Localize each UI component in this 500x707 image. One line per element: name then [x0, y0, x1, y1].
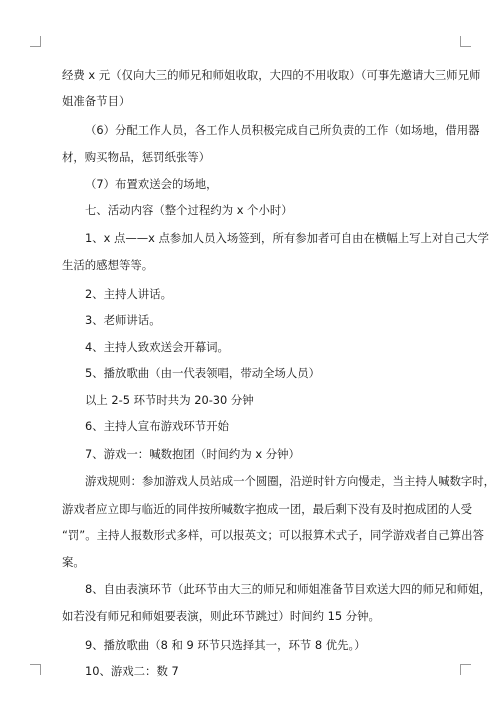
text-line: 经费 x 元（仅向大三的师兄和师姐收取，大四的不用收取）（可事先邀请大三师兄师 — [62, 68, 481, 82]
text-line: 案。 — [62, 555, 85, 569]
crop-mark-top-left — [30, 36, 41, 47]
text-line: 姐准备节目） — [62, 94, 131, 108]
text-line: 4、主持人致欢送会开幕词。 — [85, 340, 229, 354]
text-line: 材，购买物品，惩罚纸张等） — [62, 150, 211, 164]
text-line: （6）分配工作人员，各工作人员积极完成自己所负责的工作（如场地，借用器 — [85, 123, 480, 137]
text-line: 7、游戏一：喊数抱团（时间约为 x 分钟） — [85, 447, 300, 461]
text-line: 游戏规则：参加游戏人员站成一个圆圈，沿逆时针方向慢走，当主持人喊数字时， — [85, 474, 496, 488]
text-line: 9、播放歌曲（8 和 9 环节只选择其一，环节 8 优先。） — [85, 638, 366, 652]
crop-mark-top-right — [460, 36, 471, 47]
text-line: “罚”。主持人报数形式多样，可以报英文；可以报算术式子，同学游戏者自己算出答 — [62, 528, 484, 542]
text-line: 3、老师讲话。 — [85, 313, 161, 327]
text-line: 如若没有师兄和师姐要表演，则此环节跳过）时间约 15 分钟。 — [62, 609, 380, 623]
text-line: 8、自由表演环节（此环节由大三的师兄和师姐准备节目欢送大四的师兄和师姐， — [85, 582, 491, 596]
text-line: 1、x 点——x 点参加人员入场签到，所有参加者可自由在横幅上写上对自己大学 — [85, 231, 489, 245]
text-line: 6、主持人宣布游戏环节开始 — [85, 419, 229, 433]
crop-mark-bottom-left — [30, 664, 41, 675]
text-line: 2、主持人讲话。 — [85, 287, 172, 301]
text-line: 生活的感想等等。 — [62, 258, 154, 272]
crop-mark-bottom-right — [460, 664, 471, 675]
section-heading: 七、活动内容（整个过程约为 x 个小时） — [85, 203, 293, 217]
text-line: 5、播放歌曲（由一代表领唱，带动全场人员） — [85, 366, 321, 380]
text-line: 游戏者应立即与临近的同伴按所喊数字抱成一团，最后剩下没有及时抱成团的人受 — [62, 502, 473, 516]
text-line: （7）布置欢送会的场地， — [85, 177, 218, 191]
text-line: 以上 2-5 环节时共为 20-30 分钟 — [85, 393, 254, 407]
text-line: 10、游戏二：数 7 — [85, 664, 179, 678]
